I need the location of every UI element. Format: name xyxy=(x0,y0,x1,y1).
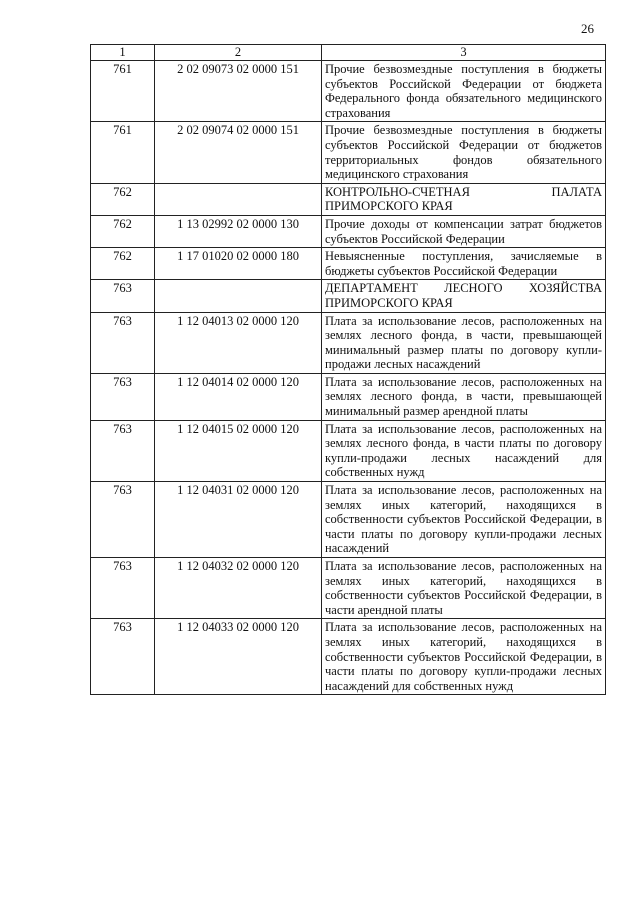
classification-code-cell: 1 12 04033 02 0000 120 xyxy=(155,619,322,695)
classification-code-cell: 1 12 04031 02 0000 120 xyxy=(155,482,322,558)
admin-code-cell: 763 xyxy=(91,482,155,558)
revenue-name-cell: Прочие доходы от компенсации затрат бюджетов субъектов Российской Федерации xyxy=(322,215,606,247)
department-name-cell: КОНТРОЛЬНО-СЧЕТНАЯ ПАЛАТА ПРИМОРСКОГО КРАЯ xyxy=(322,183,606,215)
table-row xyxy=(91,122,606,183)
table-row xyxy=(91,619,606,695)
admin-code-cell: 763 xyxy=(91,558,155,619)
table-row xyxy=(91,280,606,312)
admin-code-cell: 761 xyxy=(91,61,155,122)
table-row xyxy=(91,312,606,373)
table-header-row xyxy=(91,45,606,61)
classification-code-cell: 2 02 09074 02 0000 151 xyxy=(155,122,322,183)
column-header-3: 3 xyxy=(322,45,606,61)
table-row xyxy=(91,558,606,619)
admin-code-cell: 762 xyxy=(91,248,155,280)
admin-code-cell: 763 xyxy=(91,420,155,481)
admin-code-cell: 763 xyxy=(91,619,155,695)
classification-code-cell: 2 02 09073 02 0000 151 xyxy=(155,61,322,122)
table-row xyxy=(91,373,606,420)
revenue-name-cell: Прочие безвозмездные поступления в бюджеты субъектов Российской Федерации от бюджетов территориальных фондов обязательного медицинского страхования xyxy=(322,122,606,183)
table-row xyxy=(91,248,606,280)
classification-code-cell: 1 13 02992 02 0000 130 xyxy=(155,215,322,247)
admin-code-cell: 762 xyxy=(91,215,155,247)
revenue-name-cell: Плата за использование лесов, расположенных на землях лесного фонда, в части платы по договору купли-продажи лесных насаждений для собственных нужд xyxy=(322,420,606,481)
admin-code-cell: 763 xyxy=(91,312,155,373)
classification-code-cell: 1 12 04015 02 0000 120 xyxy=(155,420,322,481)
classification-code-cell: 1 12 04013 02 0000 120 xyxy=(155,312,322,373)
budget-classification-table xyxy=(90,44,606,695)
table-row xyxy=(91,61,606,122)
revenue-name-cell: Плата за использование лесов, расположенных на землях лесного фонда, в части, превышающей минимальный размер арендной платы xyxy=(322,373,606,420)
page-number: 26 xyxy=(581,21,594,36)
classification-code-cell xyxy=(155,280,322,312)
admin-code-cell: 761 xyxy=(91,122,155,183)
revenue-name-cell: Плата за использование лесов, расположенных на землях иных категорий, находящихся в собственности субъектов Российской Федерации, в части арендной платы xyxy=(322,558,606,619)
classification-code-cell: 1 12 04014 02 0000 120 xyxy=(155,373,322,420)
revenue-name-cell: Плата за использование лесов, расположенных на землях иных категорий, находящихся в собственности субъектов Российской Федерации, в части платы по договору купли-продажи лесных насаждений xyxy=(322,482,606,558)
column-header-2: 2 xyxy=(155,45,322,61)
revenue-name-cell: Плата за использование лесов, расположенных на землях лесного фонда, в части, превышающей минимальный размер платы по договору купли-продажи лесных насаждений xyxy=(322,312,606,373)
revenue-name-cell: Невыясненные поступления, зачисляемые в бюджеты субъектов Российской Федерации xyxy=(322,248,606,280)
table-row xyxy=(91,215,606,247)
classification-code-cell: 1 17 01020 02 0000 180 xyxy=(155,248,322,280)
classification-code-cell xyxy=(155,183,322,215)
table-row xyxy=(91,183,606,215)
classification-code-cell: 1 12 04032 02 0000 120 xyxy=(155,558,322,619)
admin-code-cell: 763 xyxy=(91,373,155,420)
revenue-name-cell: Прочие безвозмездные поступления в бюджеты субъектов Российской Федерации от бюджета Федерального фонда обязательного медицинского страхования xyxy=(322,61,606,122)
table-row xyxy=(91,420,606,481)
admin-code-cell: 763 xyxy=(91,280,155,312)
table-row xyxy=(91,482,606,558)
admin-code-cell: 762 xyxy=(91,183,155,215)
column-header-1: 1 xyxy=(91,45,155,61)
department-name-cell: ДЕПАРТАМЕНТ ЛЕСНОГО ХОЗЯЙСТВА ПРИМОРСКОГО КРАЯ xyxy=(322,280,606,312)
revenue-name-cell: Плата за использование лесов, расположенных на землях иных категорий, находящихся в собственности субъектов Российской Федерации, в части платы по договору купли-продажи лесных насаждений для собственных нужд xyxy=(322,619,606,695)
